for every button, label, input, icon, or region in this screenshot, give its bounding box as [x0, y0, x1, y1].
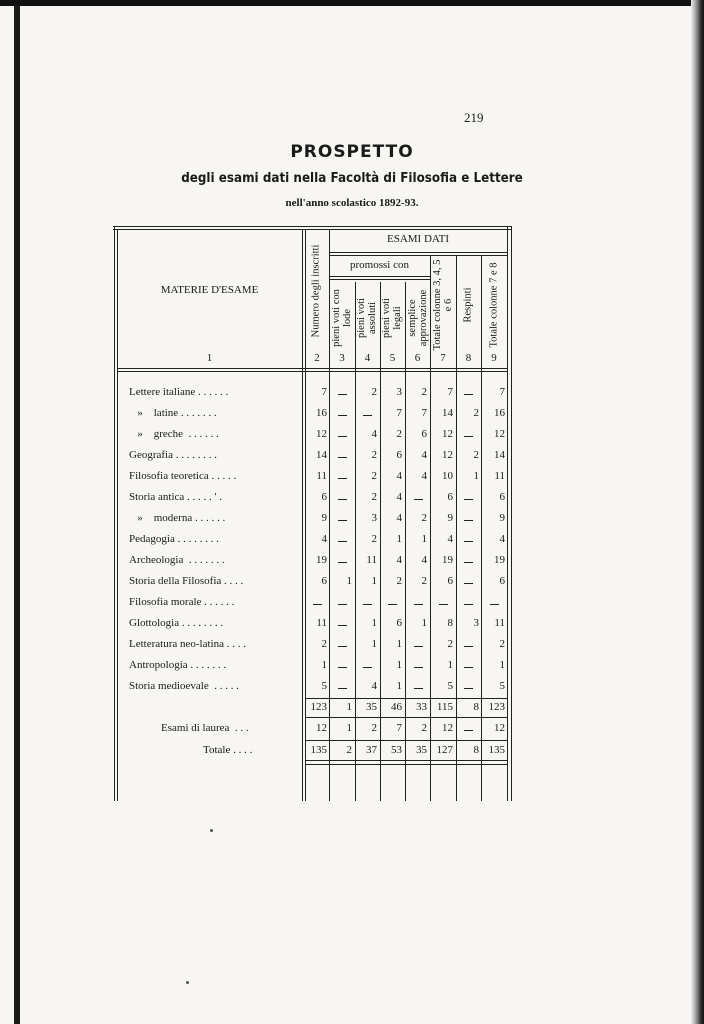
cell-dash	[464, 499, 473, 500]
subject-label: Geografia . . . . . . . .	[129, 449, 217, 461]
cell-value: 16	[494, 407, 505, 419]
cell-value: 1	[421, 533, 427, 545]
cell-dash	[363, 415, 372, 416]
cell-value: 12	[494, 722, 505, 734]
cell-value: 11	[316, 470, 327, 482]
subcol-totale-3-6: Totale colonne 3, 4, 5 e 6	[432, 259, 454, 351]
cell-value: 7	[447, 386, 453, 398]
cell-value: 2	[421, 575, 427, 587]
cell-value: 6	[321, 575, 327, 587]
cell-dash	[464, 583, 473, 584]
col-sep-2	[329, 229, 330, 801]
cell-value: 3	[371, 512, 377, 524]
cell-value: 12	[442, 722, 453, 734]
cell-value: 2	[421, 512, 427, 524]
cell-value: 135	[488, 744, 505, 756]
cell-dash	[338, 394, 347, 395]
cell-value: 19	[316, 554, 327, 566]
cell-value: 9	[499, 512, 505, 524]
subject-label: Esami di laurea . . .	[161, 722, 249, 734]
cell-value: 12	[442, 428, 453, 440]
cell-value: 3	[473, 617, 479, 629]
subject-label: Storia antica . . . . . ' .	[129, 491, 223, 503]
cell-dash	[338, 457, 347, 458]
cell-value: 16	[316, 407, 327, 419]
cell-dash	[464, 562, 473, 563]
cell-dash	[464, 688, 473, 689]
cell-value: 7	[499, 386, 505, 398]
cell-value: 11	[494, 470, 505, 482]
cell-dash	[338, 415, 347, 416]
subcol-legali: pieni voti legali	[381, 298, 403, 338]
cell-value: 2	[371, 491, 377, 503]
cell-dash	[464, 604, 473, 605]
cell-value: 1	[473, 470, 479, 482]
esami-dati-header: ESAMI DATI	[386, 233, 450, 245]
cell-value: 2	[346, 744, 352, 756]
col-number-6: 6	[414, 352, 421, 364]
cell-dash	[414, 667, 423, 668]
cell-value: 12	[316, 428, 327, 440]
cell-value: 8	[447, 617, 453, 629]
table-left-rule-b	[117, 229, 118, 801]
cell-value: 7	[396, 407, 402, 419]
cell-dash	[313, 604, 322, 605]
cell-value: 2	[473, 449, 479, 461]
cell-dash	[363, 604, 372, 605]
promossi-rule-b	[329, 279, 430, 280]
cell-value: 6	[321, 491, 327, 503]
cell-value: 1	[346, 701, 352, 713]
cell-value: 2	[371, 533, 377, 545]
cell-value: 1	[396, 680, 402, 692]
cell-value: 6	[396, 449, 402, 461]
cell-value: 5	[499, 680, 505, 692]
cell-value: 2	[499, 638, 505, 650]
cell-dash	[338, 478, 347, 479]
materie-header: MATERIE D'ESAME	[160, 284, 259, 296]
cell-dash	[363, 667, 372, 668]
cell-value: 4	[499, 533, 505, 545]
cell-value: 33	[416, 701, 427, 713]
cell-value: 1	[346, 575, 352, 587]
cell-value: 2	[321, 638, 327, 650]
table-right-rule-b	[511, 226, 512, 801]
inscritti-header: Numero degli inscritti	[310, 244, 322, 338]
subject-label: Antropologia . . . . . . .	[129, 659, 227, 671]
cell-dash	[338, 688, 347, 689]
subject-label: Letteratura neo-latina . . . .	[129, 638, 246, 650]
header-bottom-rule	[117, 368, 507, 369]
cell-value: 1	[321, 659, 327, 671]
cell-value: 7	[421, 407, 427, 419]
subject-label: » greche . . . . . .	[129, 428, 219, 440]
cell-value: 11	[316, 617, 327, 629]
cell-value: 4	[371, 680, 377, 692]
subcol-semplice: semplice approvazione	[407, 289, 429, 347]
cell-value: 4	[421, 449, 427, 461]
cell-value: 1	[396, 638, 402, 650]
col-sep-7	[456, 255, 457, 801]
subcol-totale-7-8: Totale colonne 7 e 8	[488, 262, 500, 348]
cell-dash	[464, 730, 473, 731]
cell-value: 2	[396, 428, 402, 440]
esami-dati-rule-b	[329, 255, 507, 256]
cell-value: 4	[421, 554, 427, 566]
subject-label: Pedagogia . . . . . . . .	[129, 533, 219, 545]
cell-dash	[338, 436, 347, 437]
scan-speck	[186, 981, 189, 984]
subject-label: Glottologia . . . . . . . .	[129, 617, 224, 629]
table-left-rule-a	[114, 226, 115, 801]
col-number-5: 5	[389, 352, 396, 364]
cell-value: 7	[321, 386, 327, 398]
subject-label: » latine . . . . . . .	[129, 407, 217, 419]
cell-dash	[490, 604, 499, 605]
cell-value: 6	[499, 575, 505, 587]
cell-value: 4	[447, 533, 453, 545]
subject-label: Archeologia . . . . . . .	[129, 554, 225, 566]
cell-value: 6	[447, 575, 453, 587]
cell-value: 1	[371, 617, 377, 629]
cell-dash	[338, 541, 347, 542]
cell-dash	[338, 667, 347, 668]
cell-value: 4	[321, 533, 327, 545]
cell-dash	[414, 604, 423, 605]
cell-dash	[464, 520, 473, 521]
cell-dash	[338, 646, 347, 647]
page-subtitle: degli esami dati nella Facoltà di Filosofia e Lettere	[181, 171, 523, 186]
subcol-respinti: Respinti	[462, 287, 474, 323]
scan-edge-top	[0, 0, 704, 6]
cell-value: 1	[371, 638, 377, 650]
cell-value: 7	[396, 722, 402, 734]
cell-value: 1	[371, 575, 377, 587]
cell-value: 37	[366, 744, 377, 756]
cell-value: 4	[371, 428, 377, 440]
col-sep-8	[481, 255, 482, 801]
page-number: 219	[464, 110, 484, 125]
cell-value: 10	[442, 470, 453, 482]
subtotal-rule	[305, 698, 507, 699]
cell-value: 2	[371, 386, 377, 398]
subject-label: Lettere italiane . . . . . .	[129, 386, 229, 398]
subject-label: » moderna . . . . . .	[129, 512, 226, 524]
cell-value: 14	[316, 449, 327, 461]
cell-dash	[388, 604, 397, 605]
cell-dash	[439, 604, 448, 605]
cell-value: 4	[396, 491, 402, 503]
cell-value: 9	[321, 512, 327, 524]
promossi-header: promossi con	[350, 259, 409, 271]
cell-value: 4	[421, 470, 427, 482]
col-number-8: 8	[465, 352, 472, 364]
subtotal-rule-b	[305, 717, 507, 718]
cell-dash	[338, 562, 347, 563]
total-rule-b	[305, 760, 507, 761]
cell-value: 6	[499, 491, 505, 503]
cell-dash	[464, 541, 473, 542]
cell-value: 127	[436, 744, 453, 756]
subject-label: Storia medioevale . . . . .	[129, 680, 239, 692]
col-sep-6	[430, 255, 431, 801]
cell-dash	[338, 604, 347, 605]
col-number-3: 3	[339, 352, 345, 364]
subcol-assoluti: pieni voti assoluti	[356, 298, 378, 338]
cell-value: 6	[447, 491, 453, 503]
cell-value: 12	[316, 722, 327, 734]
subject-label: Storia della Filosofia . . . .	[129, 575, 244, 587]
cell-dash	[414, 688, 423, 689]
cell-value: 2	[371, 470, 377, 482]
table-right-rule-a	[507, 226, 508, 801]
cell-value: 12	[494, 428, 505, 440]
subject-label: Totale . . . .	[203, 744, 253, 756]
cell-value: 9	[447, 512, 453, 524]
scan-speck	[210, 829, 213, 832]
cell-value: 1	[447, 659, 453, 671]
cell-value: 3	[396, 386, 402, 398]
cell-value: 53	[391, 744, 402, 756]
subcol-con-lode: pieni voti con lode	[331, 289, 353, 347]
cell-value: 14	[494, 449, 505, 461]
cell-value: 1	[396, 659, 402, 671]
col-number-7: 7	[440, 352, 446, 364]
cell-dash	[338, 520, 347, 521]
cell-value: 35	[416, 744, 427, 756]
cell-value: 2	[371, 449, 377, 461]
cell-value: 2	[421, 386, 427, 398]
cell-value: 2	[396, 575, 402, 587]
subject-label: Filosofia teoretica . . . . .	[129, 470, 237, 482]
cell-dash	[464, 394, 473, 395]
cell-value: 11	[494, 617, 505, 629]
cell-value: 6	[396, 617, 402, 629]
cell-value: 46	[391, 701, 402, 713]
esami-dati-rule	[329, 252, 507, 253]
promossi-rule	[329, 276, 430, 277]
cell-value: 123	[488, 701, 505, 713]
col-number-1: 1	[206, 352, 213, 364]
cell-value: 4	[396, 512, 402, 524]
col-number-4: 4	[364, 352, 371, 364]
col-number-9: 9	[491, 352, 497, 364]
cell-dash	[464, 646, 473, 647]
cell-value: 115	[436, 701, 453, 713]
table-top-rule	[113, 229, 512, 230]
cell-value: 8	[473, 744, 479, 756]
cell-value: 35	[366, 701, 377, 713]
academic-year: nell'anno scolastico 1892-93.	[285, 197, 419, 209]
cell-value: 4	[396, 470, 402, 482]
col-number-2: 2	[314, 352, 320, 364]
subject-label: Filosofia morale . . . . . .	[129, 596, 235, 608]
cell-value: 2	[447, 638, 453, 650]
cell-value: 5	[321, 680, 327, 692]
cell-dash	[464, 436, 473, 437]
cell-value: 4	[396, 554, 402, 566]
cell-dash	[414, 499, 423, 500]
total-rule-c	[305, 764, 507, 765]
cell-value: 19	[494, 554, 505, 566]
cell-value: 123	[310, 701, 327, 713]
cell-dash	[464, 667, 473, 668]
cell-value: 12	[442, 449, 453, 461]
cell-value: 1	[499, 659, 505, 671]
cell-dash	[338, 499, 347, 500]
cell-value: 5	[447, 680, 453, 692]
cell-value: 1	[396, 533, 402, 545]
cell-value: 1	[346, 722, 352, 734]
cell-value: 11	[366, 554, 377, 566]
cell-dash	[414, 646, 423, 647]
cell-value: 2	[473, 407, 479, 419]
cell-value: 6	[421, 428, 427, 440]
header-bottom-rule-b	[117, 371, 507, 372]
cell-value: 14	[442, 407, 453, 419]
cell-value: 135	[310, 744, 327, 756]
cell-value: 8	[473, 701, 479, 713]
cell-value: 2	[371, 722, 377, 734]
cell-value: 19	[442, 554, 453, 566]
cell-value: 2	[421, 722, 427, 734]
page-title: PROSPETTO	[290, 142, 414, 162]
total-rule	[305, 740, 507, 741]
cell-value: 1	[421, 617, 427, 629]
cell-dash	[338, 625, 347, 626]
